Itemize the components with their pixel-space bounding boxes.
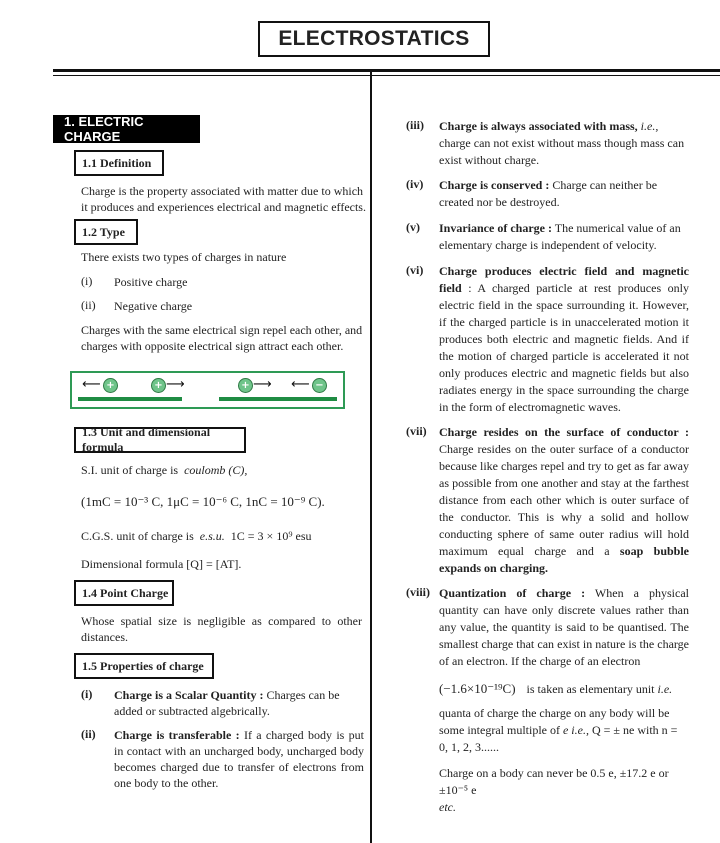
property-num: (ii)	[81, 727, 96, 741]
item-conserved	[439, 177, 689, 211]
ie-text: i.e.	[657, 682, 673, 696]
attract-bar	[219, 397, 337, 401]
item-text: Charge can neither be created nor be destroyed.	[439, 178, 658, 209]
item-surface	[439, 424, 689, 577]
item-num: (v)	[406, 220, 420, 234]
item-num: (viii)	[406, 585, 430, 599]
item-title: Charge is conserved :	[439, 178, 550, 192]
property-title: Charge is a Scalar Quantity :	[114, 688, 264, 702]
property-text: Charges can be added or subtracted algebrically.	[114, 688, 340, 718]
item-fields	[439, 263, 689, 416]
si-unit-line	[81, 462, 247, 478]
unit-heading: 1.3 Unit and dimensional formula	[74, 427, 246, 453]
item-num: (vii)	[406, 424, 427, 438]
item-italic: i.e.,	[637, 119, 659, 133]
item-title: Quantization of charge :	[439, 586, 586, 600]
property-num: (i)	[81, 687, 93, 701]
item-title: Charge produces electric field and magnetic field	[439, 264, 689, 295]
arrow-right-icon: ⟶	[253, 377, 272, 392]
item-title: Charge resides on the surface of conductor :	[439, 425, 689, 439]
item-text: Charge resides on the outer surface of a conductor because like charges repel and try to get as far away as possible from one another and stay at the farthest distance from each other which is outer surface of the conductor. This is why a solid and hollow conducting sphere of same outer radius will hold maximum equal charge and a	[439, 442, 689, 558]
negative-charge-icon: −	[312, 378, 327, 393]
definition-heading: 1.1 Definition	[74, 150, 164, 176]
point-charge-text: Whose spatial size is negligible as compared to other distances.	[81, 614, 362, 644]
column-divider	[370, 72, 372, 843]
type-item-num: (i)	[81, 274, 93, 288]
item-emphasis: soap bubble expands on charging.	[439, 544, 690, 575]
si-relation: (1mC = 10⁻³ C, 1μC = 10⁻⁶ C, 1nC = 10⁻⁹ C).	[81, 494, 325, 509]
item-num: (iv)	[406, 177, 424, 191]
header-rule	[53, 69, 720, 72]
item-num: (vi)	[406, 263, 424, 277]
item-quantization	[439, 585, 689, 670]
cgs-unit-prefix: C.G.S. unit of charge is	[81, 529, 194, 543]
positive-charge-icon: +	[238, 378, 253, 393]
properties-heading: 1.5 Properties of charge	[74, 653, 214, 679]
electron-charge-line	[439, 680, 689, 698]
arrow-left-icon: ⟵	[291, 377, 310, 392]
etc-text: etc.	[439, 800, 456, 814]
type-item-num: (ii)	[81, 298, 96, 312]
type-intro: There exists two types of charges in nature	[81, 250, 287, 264]
arrow-right-icon: ⟶	[166, 377, 185, 392]
si-unit-prefix: S.I. unit of charge is	[81, 463, 179, 477]
cgs-relation: 1C = 3 × 10⁹ esu	[230, 529, 312, 543]
e-ie: e i.e.,	[562, 723, 589, 737]
header-rule-thin	[53, 75, 720, 76]
property-scalar	[114, 687, 364, 719]
positive-charge-icon: +	[151, 378, 166, 393]
si-unit-name: coulomb (C),	[184, 463, 248, 477]
never-line	[439, 765, 689, 816]
dimensional-formula: Dimensional formula [Q] = [AT].	[81, 557, 242, 571]
item-text: charge can not exist without mass though mass can exist without charge.	[439, 136, 685, 167]
cgs-unit-line	[81, 528, 312, 544]
property-transferable	[114, 727, 364, 791]
property-title: Charge is transferable :	[114, 728, 240, 742]
item-title: Charge is always associated with mass,	[439, 119, 638, 133]
positive-charge-icon: +	[103, 378, 118, 393]
property-text: If a charged body is put in contact with an uncharged body, uncharged body becomes charged due to transfer of electrons from one body to the other.	[114, 728, 364, 790]
item-mass	[439, 118, 689, 169]
section-heading: 1. ELECTRIC CHARGE	[53, 115, 200, 143]
definition-text: Charge is the property associated with matter due to which it produces and experiences electrical and magnetic effects.	[81, 184, 366, 214]
item-text: When a physical quantity can have only discrete values rather than any value, the quantity is said to be quantised. The smallest charge that can exist in nature is the charge of an electron. If the charge of an electron	[439, 586, 689, 668]
item-title: Invariance of charge :	[439, 221, 552, 235]
item-text: The numerical value of an elementary charge is independent of velocity.	[439, 221, 681, 252]
repel-bar	[78, 397, 182, 401]
type-rule-text: Charges with the same electrical sign repel each other, and charges with opposite electrical sign attract each other.	[81, 323, 363, 353]
electron-charge: (−1.6×10⁻¹⁹C)	[439, 681, 516, 696]
q-formula: Q = ± ne with n = 0, 1, 2, 3......	[439, 723, 678, 754]
item-text: : A charged particle at rest produces only electric field in the space surrounding it. However, if the charged particle is in unaccelerated motion it produces both electric and magnetic fields. And if the motion of charged particle is accelerated it not only produces electric and magnetic fields but also radiates energy in the space surrounding the charge in the form of electromagnetic waves.	[439, 281, 689, 414]
quanta-text: quanta of charge the charge on any body will be some integral multiple of	[439, 706, 670, 737]
charge-interaction-diagram	[70, 371, 345, 409]
point-charge-heading: 1.4 Point Charge	[74, 580, 174, 606]
cgs-unit-name: e.s.u.	[199, 529, 225, 543]
type-heading: 1.2 Type	[74, 219, 138, 245]
item-invariance	[439, 220, 689, 254]
arrow-left-icon: ⟵	[82, 377, 101, 392]
item-num: (iii)	[406, 118, 424, 132]
quanta-line	[439, 705, 689, 756]
type-item-positive: Positive charge	[114, 275, 188, 289]
page-title: ELECTROSTATICS	[258, 21, 490, 57]
never-text: Charge on a body can never be 0.5 e, ±17.2 e or ±10⁻⁵ e	[439, 766, 669, 797]
elementary-text: is taken as elementary unit	[526, 682, 655, 696]
type-item-negative: Negative charge	[114, 299, 193, 313]
